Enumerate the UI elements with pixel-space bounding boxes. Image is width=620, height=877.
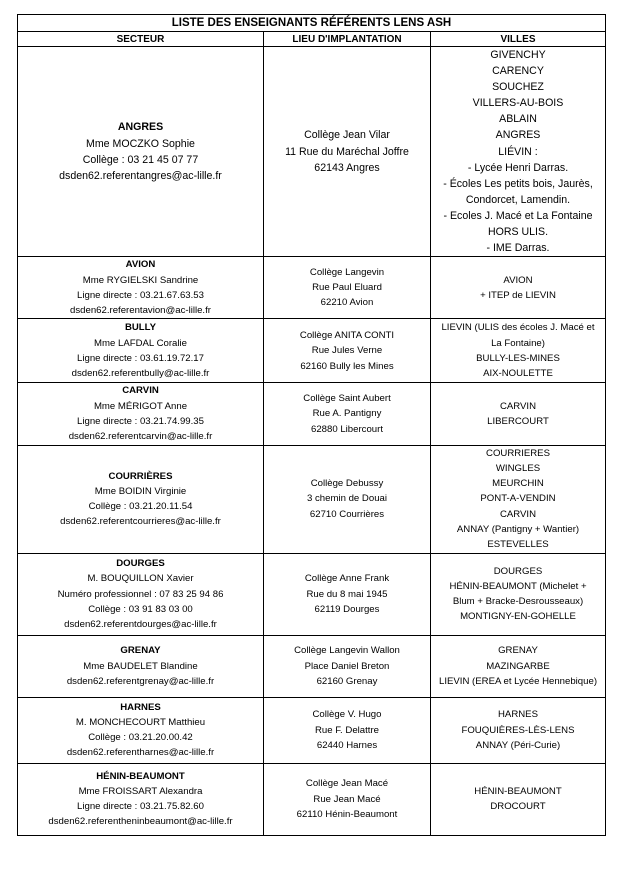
- site-cell: [264, 553, 431, 635]
- table-row: [18, 319, 606, 383]
- site-line: Collège Debussy: [310, 478, 384, 490]
- site-line: Rue du 8 mai 1945: [306, 588, 388, 600]
- city-line: ESTEVELLES: [487, 539, 549, 551]
- city-line: MAZINGARBE: [486, 660, 550, 672]
- phone-number: Numéro professionnel : 07 83 25 94 86: [57, 588, 224, 600]
- city-line: ANGRES: [495, 129, 541, 142]
- site-line: 62710 Courrières: [309, 508, 385, 520]
- city-line: CARVIN: [499, 508, 537, 520]
- table-row: [18, 257, 606, 319]
- email-address: dsden62.referentbully@ac-lille.fr: [71, 368, 210, 380]
- sector-name: HÉNIN-BEAUMONT: [96, 770, 185, 782]
- city-line: HÉNIN-BEAUMONT: [474, 785, 562, 797]
- teacher-name: Mme FROISSART Alexandra: [78, 785, 203, 797]
- cities-cell: [431, 635, 606, 697]
- city-line: - Écoles Les petits bois, Jaurès,: [443, 177, 593, 190]
- cities-cell: [431, 47, 606, 257]
- city-line: DROCOURT: [490, 801, 546, 813]
- site-line: Collège Jean Vilar: [304, 129, 390, 142]
- site-line: Place Daniel Breton: [304, 660, 390, 672]
- email-address: dsden62.referentcourrieres@ac-lille.fr: [60, 516, 221, 528]
- site-line: 11 Rue du Maréchal Joffre: [285, 145, 409, 158]
- city-line: VILLERS-AU-BOIS: [472, 97, 564, 110]
- city-line: HÉNIN-BEAUMONT (Michelet +: [449, 580, 587, 592]
- site-cell: [264, 445, 431, 553]
- phone-number: Collège : 03 91 83 03 00: [88, 603, 193, 615]
- table-row: [18, 47, 606, 257]
- table-title: LISTE DES ENSEIGNANTS RÉFÉRENTS LENS ASH: [18, 15, 606, 32]
- site-line: Rue Jules Verne: [311, 345, 383, 357]
- header-secteur: SECTEUR: [18, 32, 264, 47]
- cities-cell: [431, 383, 606, 445]
- sector-cell: [18, 47, 264, 257]
- city-line: ANNAY (Péri-Curie): [475, 739, 561, 751]
- teacher-name: Mme MOCZKO Sophie: [86, 137, 195, 150]
- site-line: Collège Jean Macé: [305, 778, 389, 790]
- sector-name: GRENAY: [120, 645, 161, 657]
- sector-cell: [18, 763, 264, 835]
- cities-cell: [431, 697, 606, 763]
- referents-table: [17, 14, 606, 836]
- email-address: dsden62.referentharnes@ac-lille.fr: [66, 747, 215, 759]
- city-line: LIÉVIN :: [498, 145, 538, 158]
- site-line: Rue F. Delattre: [315, 724, 379, 736]
- table-row: [18, 635, 606, 697]
- site-line: 62440 Harnes: [316, 739, 378, 751]
- sector-cell: [18, 257, 264, 319]
- site-line: Rue Paul Eluard: [312, 282, 382, 294]
- city-line: PONT-A-VENDIN: [480, 493, 556, 505]
- city-line: LIEVIN (EREA et Lycée Hennebique): [438, 675, 598, 687]
- cities-cell: [431, 553, 606, 635]
- cities-cell: [431, 257, 606, 319]
- site-line: 62880 Libercourt: [310, 423, 383, 435]
- sector-cell: [18, 383, 264, 445]
- site-line: 62210 Avion: [320, 297, 374, 309]
- sector-cell: [18, 445, 264, 553]
- teacher-name: Mme LAFDAL Coralie: [94, 337, 187, 349]
- sector-cell: [18, 697, 264, 763]
- city-line: WINGLES: [495, 462, 541, 474]
- sector-name: CARVIN: [122, 385, 159, 397]
- site-cell: [264, 319, 431, 383]
- teacher-name: M. BOUQUILLON Xavier: [87, 573, 194, 585]
- site-cell: [264, 47, 431, 257]
- teacher-name: M. MONCHECOURT Matthieu: [75, 716, 206, 728]
- sector-name: AVION: [125, 259, 156, 271]
- city-line: FOUQUIÈRES-LÈS-LENS: [461, 724, 575, 736]
- site-line: 62119 Dourges: [314, 603, 380, 615]
- sector-name: DOURGES: [116, 557, 165, 569]
- sector-name: ANGRES: [117, 121, 164, 134]
- city-line: COURRIERES: [486, 447, 550, 459]
- phone-number: Ligne directe : 03.21.67.63.53: [77, 289, 204, 301]
- city-line: LIBERCOURT: [487, 416, 549, 427]
- city-line: HARNES: [498, 709, 538, 721]
- sector-cell: [18, 319, 264, 383]
- cities-cell: [431, 763, 606, 835]
- site-line: Collège Saint Aubert: [303, 393, 391, 405]
- sector-name: HARNES: [120, 701, 161, 713]
- site-cell: [264, 635, 431, 697]
- teacher-name: Mme BAUDELET Blandine: [83, 660, 198, 672]
- site-line: 3 chemin de Douai: [307, 493, 387, 505]
- table-row: [18, 697, 606, 763]
- table-body: [18, 47, 606, 836]
- city-line: CARENCY: [492, 65, 544, 78]
- city-line: BULLY-LES-MINES: [476, 352, 560, 364]
- city-line: CARVIN: [499, 400, 537, 412]
- site-line: Collège Langevin Wallon: [294, 645, 400, 657]
- city-line: MEURCHIN: [492, 478, 544, 490]
- city-line: SOUCHEZ: [492, 81, 544, 94]
- city-line: La Fontaine): [491, 337, 545, 349]
- teacher-name: Mme BOIDIN Virginie: [94, 485, 187, 497]
- site-line: Rue A. Pantigny: [312, 408, 382, 420]
- site-cell: [264, 697, 431, 763]
- cities-cell: [431, 319, 606, 383]
- site-line: Collège ANITA CONTI: [299, 329, 395, 341]
- header-lieu: LIEU D'IMPLANTATION: [264, 32, 431, 47]
- city-line: + ITEP de LIEVIN: [480, 289, 556, 301]
- cities-cell: [431, 445, 606, 553]
- site-line: 62143 Angres: [314, 161, 380, 174]
- city-line: AVION: [503, 274, 533, 286]
- sector-cell: [18, 635, 264, 697]
- email-address: dsden62.referentdourges@ac-lille.fr: [64, 619, 217, 631]
- table-row: [18, 553, 606, 635]
- city-line: - Ecoles J. Macé et La Fontaine: [443, 209, 593, 222]
- email-address: dsden62.referentavion@ac-lille.fr: [70, 305, 211, 317]
- city-line: Blum + Bracke-Desrousseaux): [452, 596, 584, 608]
- city-line: ANNAY (Pantigny + Wantier): [456, 524, 580, 536]
- site-line: Collège V. Hugo: [312, 709, 382, 721]
- phone-number: Collège : 03 21 45 07 77: [82, 153, 199, 166]
- email-address: dsden62.referentgrenay@ac-lille.fr: [66, 675, 215, 687]
- table-row: [18, 383, 606, 445]
- site-cell: [264, 383, 431, 445]
- city-line: LIEVIN (ULIS des écoles J. Macé et: [441, 322, 595, 334]
- sector-name: BULLY: [124, 322, 157, 334]
- phone-number: Ligne directe : 03.61.19.72.17: [77, 352, 204, 364]
- sector-name: COURRIÈRES: [108, 470, 173, 482]
- site-line: 62160 Grenay: [316, 675, 378, 687]
- phone-number: Ligne directe : 03.21.75.82.60: [77, 801, 204, 813]
- city-line: AIX-NOULETTE: [483, 368, 553, 380]
- site-cell: [264, 763, 431, 835]
- site-line: 62110 Hénin-Beaumont: [296, 808, 398, 820]
- header-villes: VILLES: [431, 32, 606, 47]
- phone-number: Collège : 03.21.20.11.54: [88, 501, 193, 513]
- city-line: ABLAIN: [499, 113, 537, 126]
- site-cell: [264, 257, 431, 319]
- city-line: GRENAY: [498, 645, 538, 657]
- city-line: DOURGES: [493, 565, 543, 577]
- site-line: Collège Anne Frank: [304, 573, 390, 585]
- site-line: 62160 Bully les Mines: [300, 360, 394, 372]
- table-row: [18, 763, 606, 835]
- email-address: dsden62.referentangres@ac-lille.fr: [59, 169, 222, 182]
- city-line: - Lycée Henri Darras.: [467, 161, 569, 174]
- teacher-name: Mme RYGIELSKI Sandrine: [82, 274, 199, 286]
- city-line: GIVENCHY: [490, 49, 546, 61]
- city-line: MONTIGNY-EN-GOHELLE: [460, 611, 576, 623]
- table-row: [18, 445, 606, 553]
- city-line: - IME Darras.: [486, 242, 550, 255]
- city-line: HORS ULIS.: [487, 226, 549, 239]
- email-address: dsden62.referentcarvin@ac-lille.fr: [68, 431, 213, 443]
- site-line: Rue Jean Macé: [313, 793, 381, 805]
- teacher-name: Mme MÉRIGOT Anne: [93, 400, 188, 412]
- phone-number: Collège : 03.21.20.00.42: [88, 732, 193, 744]
- email-address: dsden62.referentheninbeaumont@ac-lille.fr: [48, 816, 233, 828]
- site-line: Collège Langevin: [309, 266, 385, 278]
- phone-number: Ligne directe : 03.21.74.99.35: [77, 416, 204, 427]
- sector-cell: [18, 553, 264, 635]
- city-line: Condorcet, Lamendin.: [465, 193, 571, 206]
